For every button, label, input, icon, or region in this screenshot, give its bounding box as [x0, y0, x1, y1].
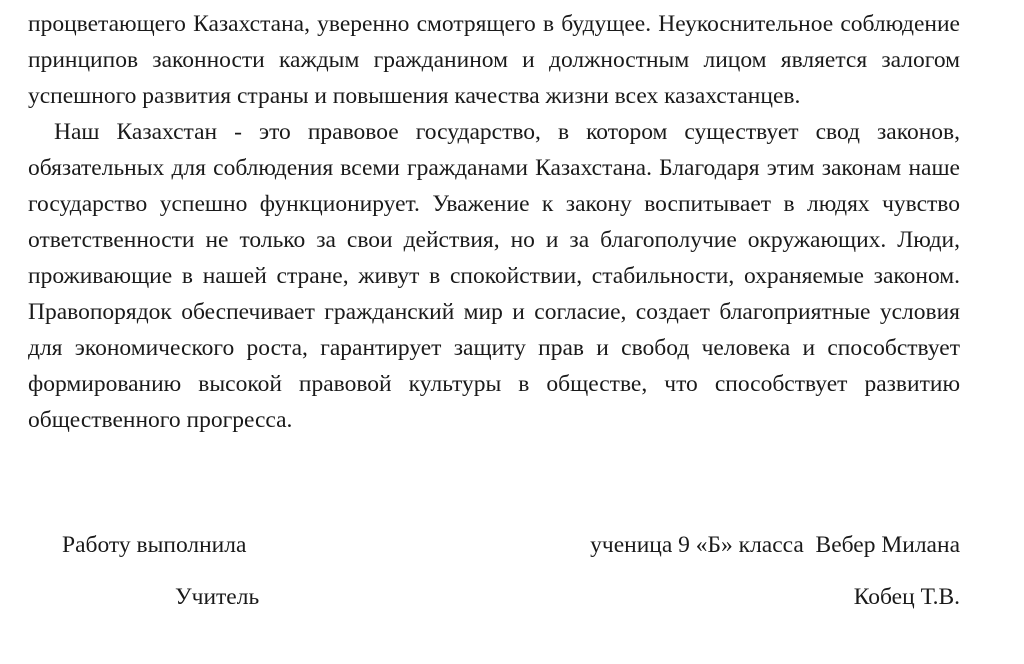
- author-label: Работу выполнила: [62, 532, 247, 558]
- teacher-label: Учитель: [175, 584, 260, 610]
- teacher-name: Кобец Т.В.: [853, 584, 960, 610]
- document-body: [28, 6, 960, 438]
- paragraph-continuation: процветающего Казахстана, уверенно смотрящего в будущее. Неукоснительное соблюдение принципов законности каждым гражданином и должностным лицом является залогом успешного развития страны и повышения качества жизни всех казахстанцев.: [28, 11, 960, 109]
- author-name: ученица 9 «Б» класса Вебер Милана: [590, 532, 960, 558]
- paragraph-main: Наш Казахстан - это правовое государство, в котором существует свод законов, обязательных для соблюдения всеми гражданами Казахстана. Благодаря этим законам наше государство успешно функционирует. Уважение к закону воспитывает в людях чувство ответственности не только за свои действия, но и за благополучие окружающих. Люди, проживающие в нашей стране, живут в спокойствии, стабильности, охраняемые законом. Правопорядок обеспечивает гражданский мир и согласие, создает благоприятные условия для экономического роста, гарантирует защиту прав и свобод человека и способствует формированию высокой правовой культуры в обществе, что способствует развитию общественного прогресса.: [28, 119, 960, 433]
